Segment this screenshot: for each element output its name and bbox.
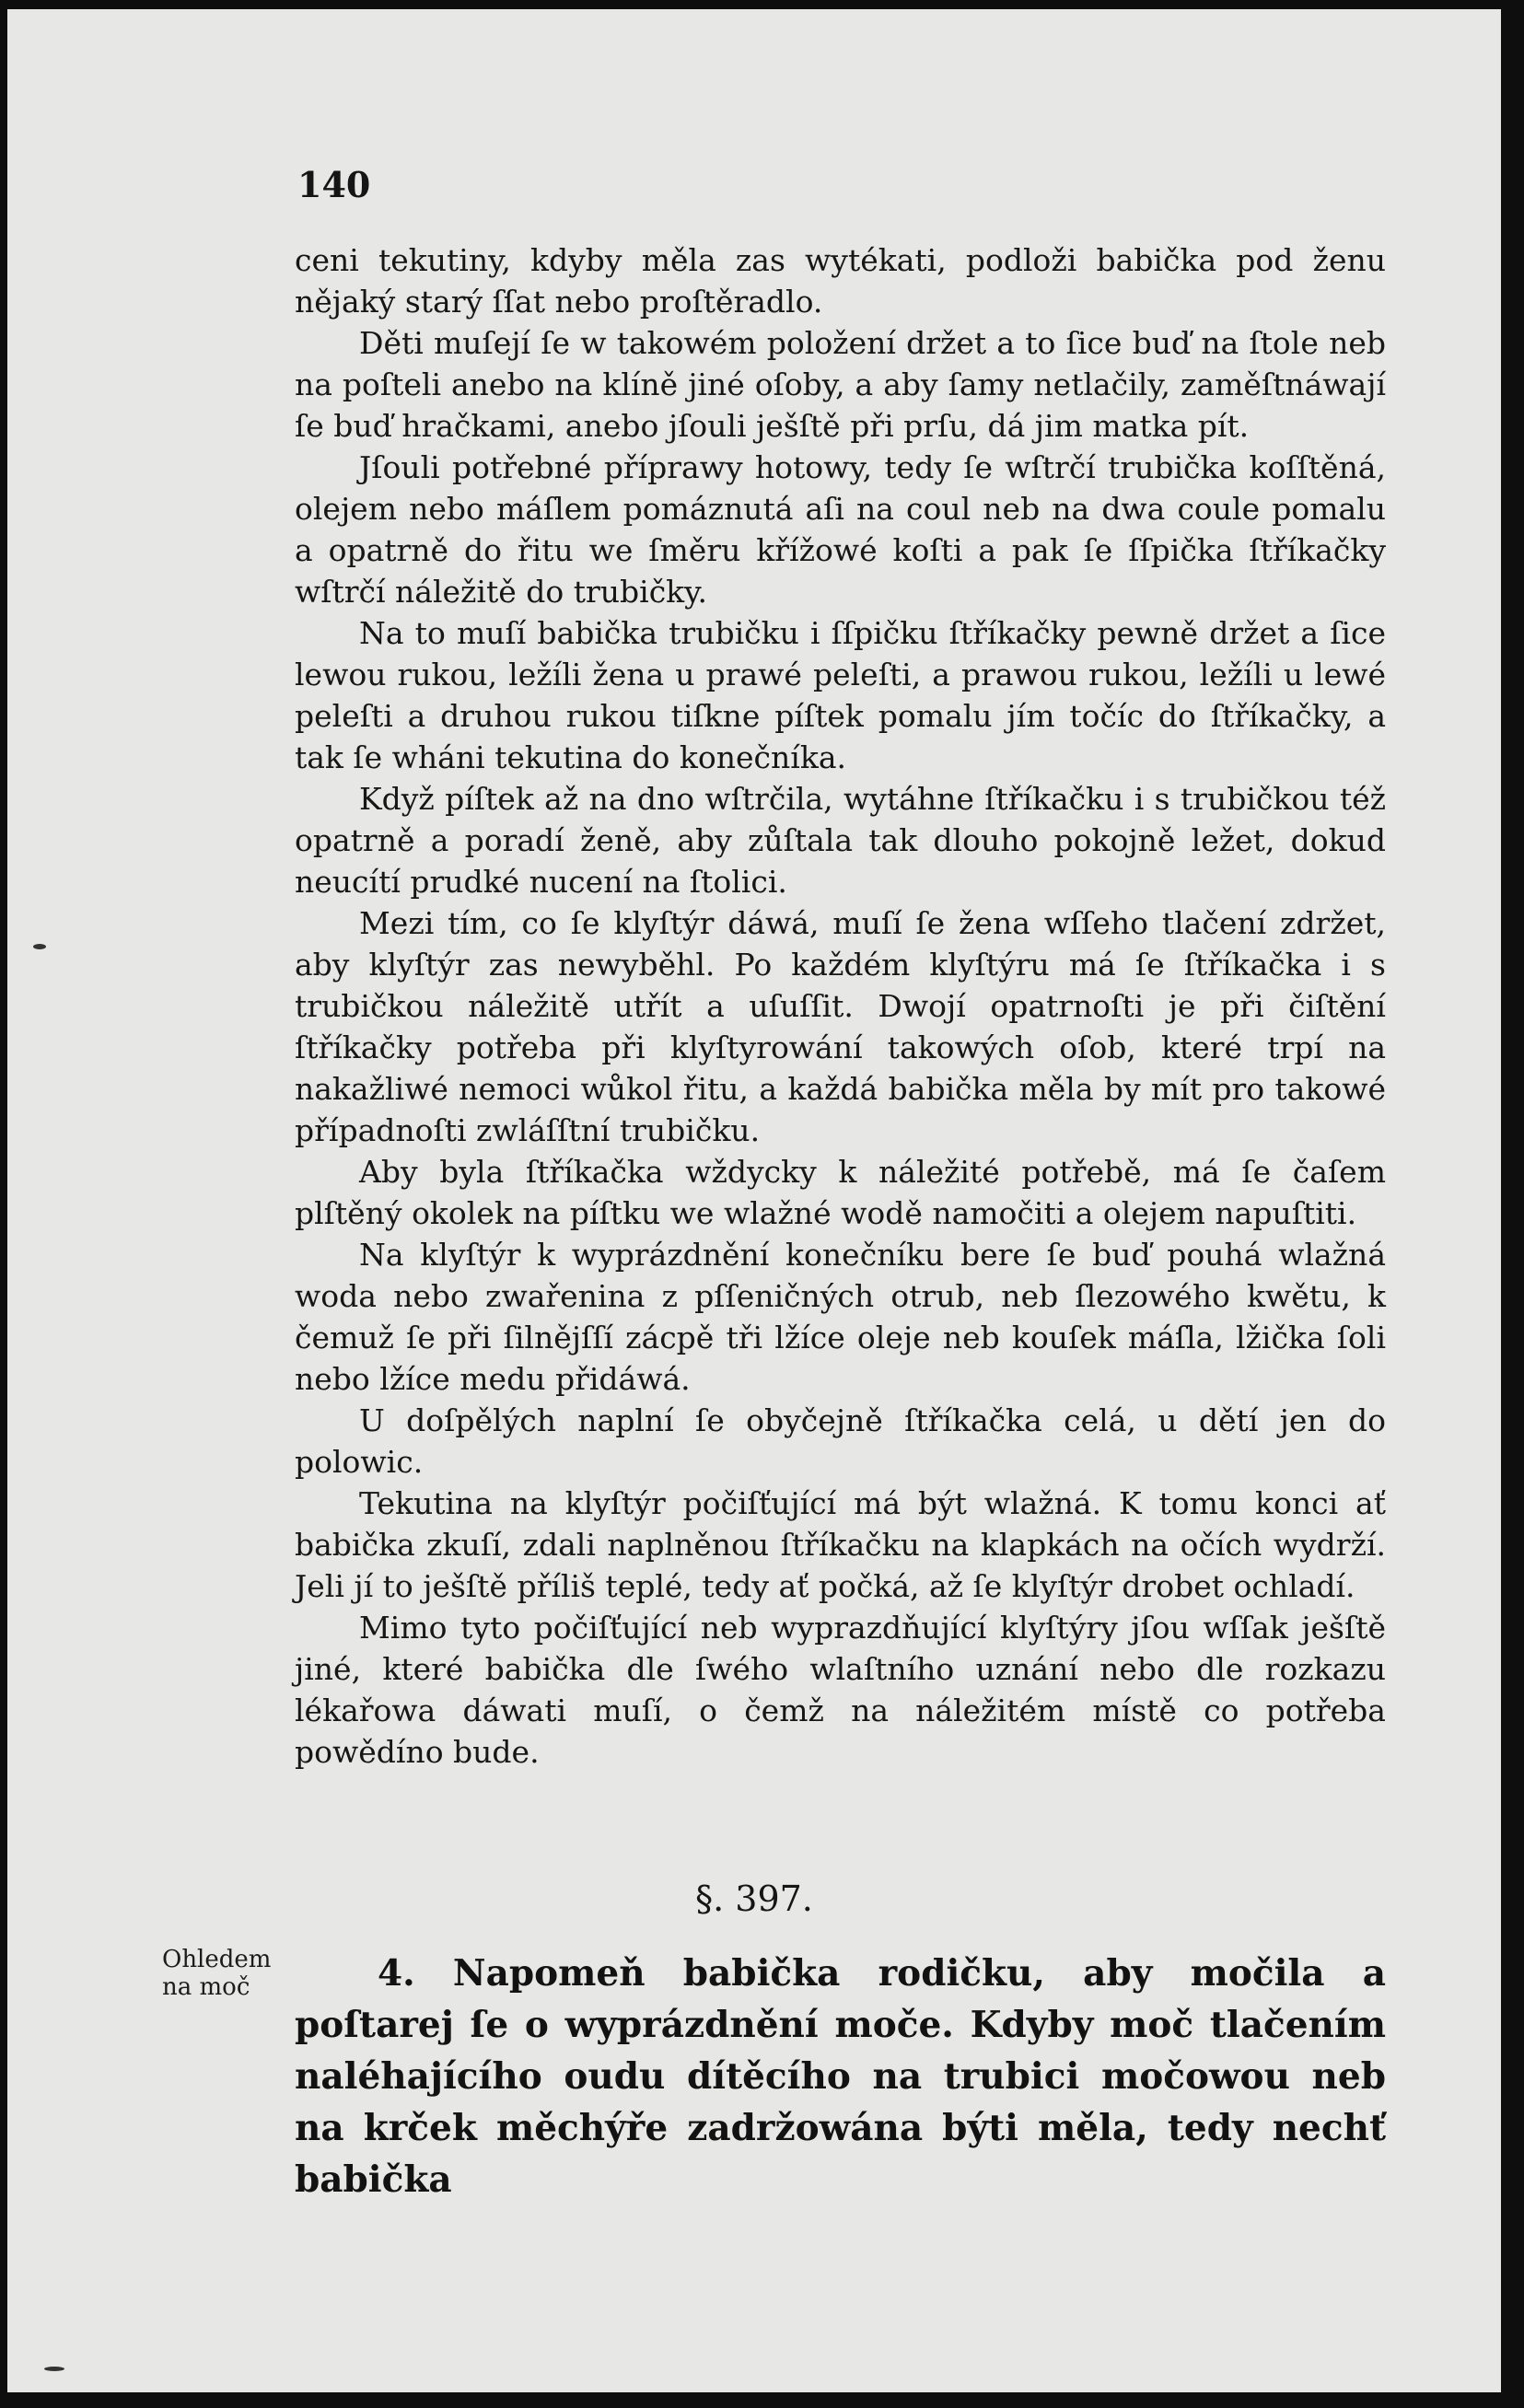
- paragraph-3: Jſouli potřebné přípra​wy hotowy, tedy ſe wſtrčí trubička koſſtěná, olejem nebo máſlem pomáznutá aſi na coul neb na dwa coule pomalu a opatrně do řitu we ſměru křížowé koſti a pak ſe ſſpička ſtříkačky wſtrčí náležitě do trubičky.: [295, 449, 1386, 610]
- paragraph-5: Když píſtek až na dno wſtrčila, wytáhne ſtříkačku i s trubičkou též opatrně a poradí ženě, aby zůſtala tak dlouho pokojně ležet, dokud neucítí prudké nucení na ſtolici.: [295, 781, 1386, 900]
- paragraph-11: Mimo tyto počiſťující neb wyprazdňující klyſtýry jſou wſſak ješſtě jiné, které babička dle ſwého wlaſtního uznání nebo dle rozkazu lékařowa dáwati muſí, o čemž na náležitém místě co potřeba powědíno bude.: [295, 1610, 1386, 1770]
- paragraph-10: Tekutina na klyſtýr počiſťující má být wlažná. K tomu konci ať babička zkuſí, zdali naplněnou ſtříkačku na klapkách na očích wydrží. Jeli jí to ješſtě příliš teplé, tedy ať počká, až ſe klyſtýr drobet ochladí.: [295, 1485, 1386, 1604]
- margin-note: Ohledem na moč: [162, 1946, 272, 2001]
- paragraph-8: Na klyſtýr k wyprázdnění konečníku bere ſe buď pouhá wlažná woda nebo zwařenina z pſſeničných otrub, neb ſlezowého kwětu, k čemuž ſe při ſilnějſſí zácpě tři lžíce oleje neb kouſek máſla, lžička ſoli nebo lžíce medu přidáwá.: [295, 1237, 1386, 1397]
- large-paragraph-text: 4. Napomeň babička rodičku, aby močila a poſtarej ſe o wyprázdnění moče. Kdyby moč tlačením naléhajícího oudu dítěcího na trubici močowou neb na krček měchýře zadržowána býti měla, tedy nechť babička: [295, 1952, 1386, 2201]
- book-page: [7, 9, 1501, 2392]
- paragraph-7: Aby byla ſtříkačka wždycky k náležité potřebě, má ſe čaſem plſtěný okolek na píſtku we wlažné wodě namočiti a olejem napuſtiti.: [295, 1154, 1386, 1231]
- scan-speck: [33, 944, 46, 949]
- paragraph-4: Na to muſí babička trubičku i ſſpičku ſtříkačky pewně držet a ſice lewou rukou, ležíli žena u prawé peleſti, a prawou rukou, ležíli u lewé peleſti a druhou rukou tiſkne píſtek pomalu jím točíc do ſtříkačky, a tak ſe wháni tekutina do konečníka.: [295, 615, 1386, 775]
- section-heading: §. 397.: [695, 1879, 813, 1919]
- scan-speck: [44, 2367, 64, 2371]
- paragraph-6: Mezi tím, co ſe klyſtýr dáwá, muſí ſe žena wſſeho tlačení zdržet, aby klyſtýr zas newyběhl. Po každém klyſtýru má ſe ſtříkačka i s trubičkou náležitě utřít a uſuſſit. Dwojí opatrnoſti je při čiſtění ſtříkačky potřeba při klyſtyrowání takowých oſob, které trpí na nakažliwé nemoci wůkol řitu, a každá babička měla by mít pro takowé případnoſti zwláſſtní trubičku.: [295, 905, 1386, 1148]
- large-paragraph: [295, 1948, 1386, 2205]
- paragraph-2: Děti muſejí ſe w takowém položení držet a to ſice buď na ſtole neb na poſteli anebo na klíně jiné oſoby, a aby ſamy netlačily, zaměſtnáwají ſe buď hračkami, anebo jſouli ješſtě při prſu, dá jim matka pít.: [295, 325, 1386, 444]
- paragraph-9: U doſpělých naplní ſe obyčejně ſtříkačka celá, u dětí jen do polowic.: [295, 1402, 1386, 1480]
- page-number: 140: [297, 164, 371, 205]
- body-text: [295, 239, 1386, 1773]
- paragraph-1: ceni tekutiny, kdyby měla zas wytékati, podloži babička pod ženu nějaký starý ſſat nebo proſtěradlo.: [295, 242, 1386, 320]
